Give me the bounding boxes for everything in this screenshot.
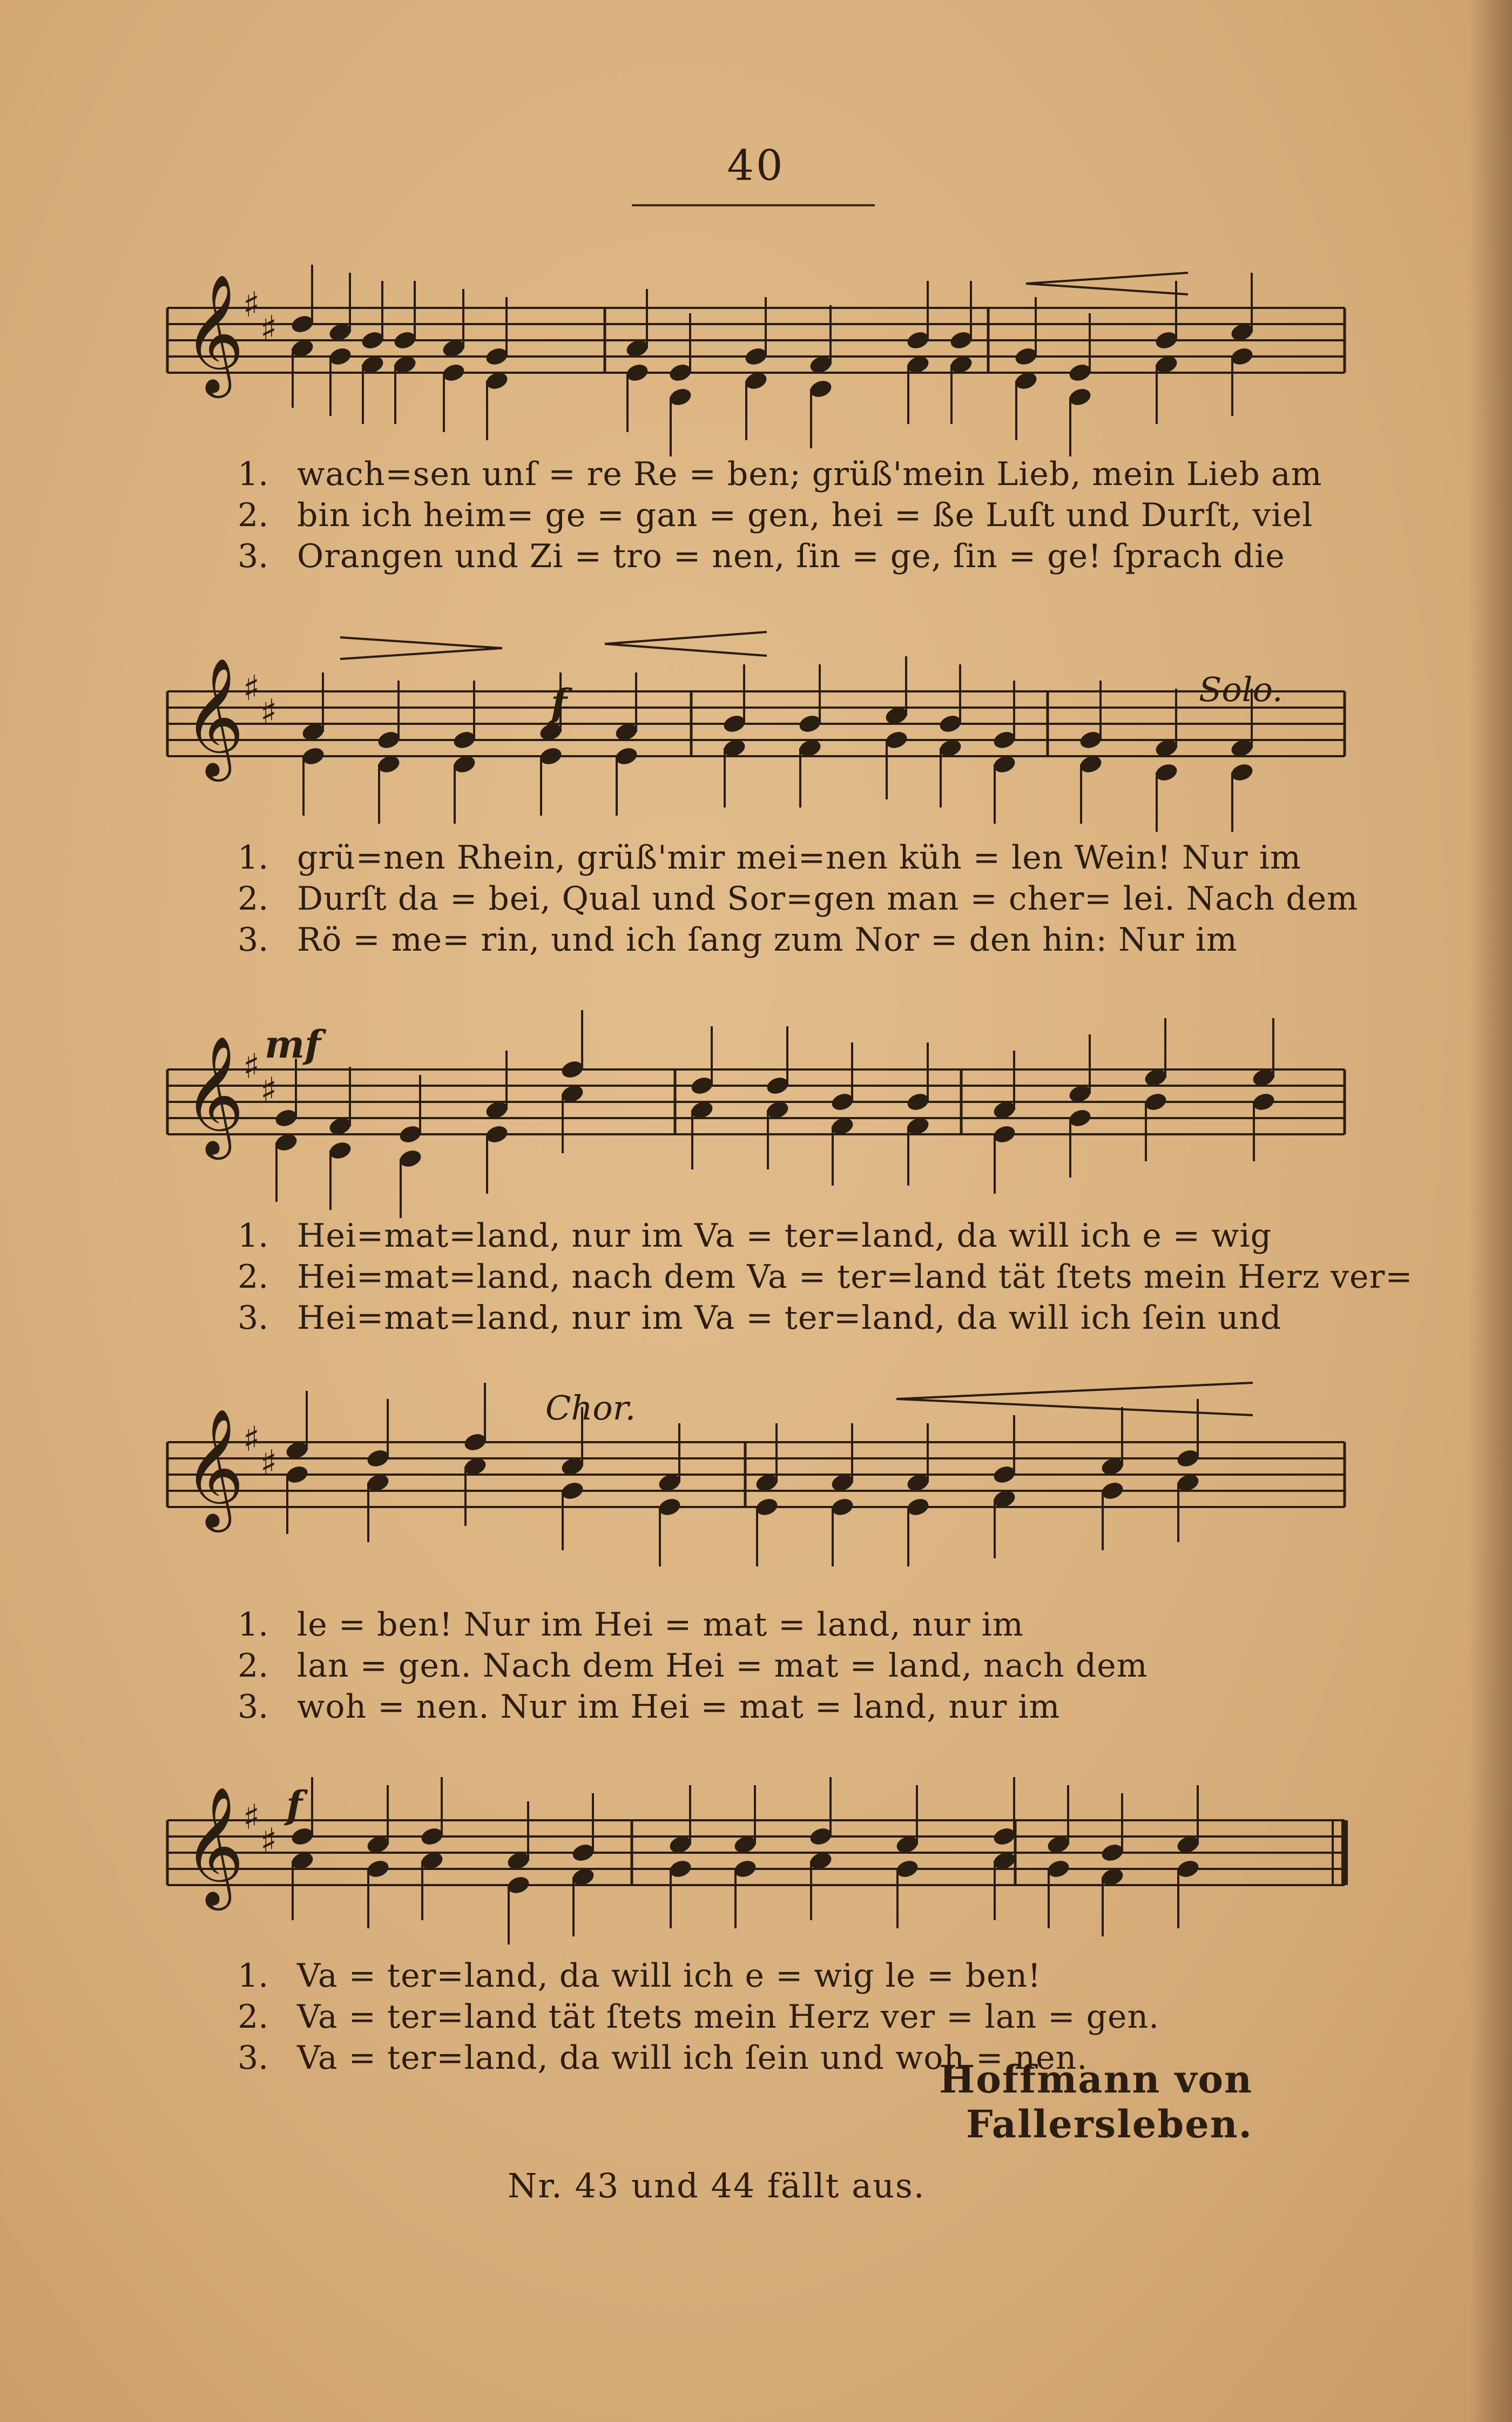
verse-line: 3. Rö = me= rin, und ich ſang zum Nor = den hin: Nur im bbox=[238, 921, 1238, 959]
verse-line: 2. Durſt da = bei, Qual und Sor=gen man = cher= lei. Nach dem bbox=[238, 880, 1359, 918]
crescendo-hairpin bbox=[1026, 273, 1188, 294]
sharp-icon: ♯ bbox=[260, 309, 277, 349]
sharp-icon: ♯ bbox=[243, 285, 260, 325]
treble-clef-icon: 𝄞 bbox=[184, 1035, 245, 1154]
staff-system-4 bbox=[162, 1388, 1350, 1583]
staff-system-3 bbox=[162, 1015, 1350, 1210]
verse-line: 2. bin ich heim= ge = gan = gen, hei = ße Luſt und Durſt, viel bbox=[238, 496, 1313, 534]
author-credit: Hoffmann von Fallersleben. bbox=[939, 2057, 1253, 2147]
crescendo-hairpin bbox=[896, 1383, 1253, 1415]
treble-clef-icon: 𝄞 bbox=[184, 1786, 245, 1905]
sharp-icon: ♯ bbox=[243, 1798, 260, 1838]
verse-line: 3. woh = nen. Nur im Hei = mat = land, nur im bbox=[238, 1688, 1061, 1726]
sharp-icon: ♯ bbox=[260, 692, 277, 732]
verse-line: 2. Va = ter=land tät ſtets mein Herz ver = lan = gen. bbox=[238, 1998, 1160, 2036]
sharp-icon: ♯ bbox=[243, 669, 260, 709]
verse-line: 1. Va = ter=land, da will ich e = wig le = ben! bbox=[238, 1957, 1042, 1995]
verse-line: 2. lan = gen. Nach dem Hei = mat = land, nach dem bbox=[238, 1647, 1148, 1685]
section-label-solo: Solo. bbox=[1199, 670, 1283, 709]
dynamic-marking: f bbox=[551, 681, 568, 725]
footnote: Nr. 43 und 44 fällt aus. bbox=[508, 2166, 926, 2205]
verse-line: 1. Hei=mat=land, nur im Va = ter=land, da will ich e = wig bbox=[238, 1217, 1272, 1255]
sharp-icon: ♯ bbox=[260, 1071, 277, 1111]
staff-system-2 bbox=[162, 637, 1350, 832]
lyrics-system-1 bbox=[238, 454, 1350, 577]
music-system-3 bbox=[162, 1015, 1413, 1361]
decrescendo-hairpin bbox=[340, 637, 502, 659]
music-system-2 bbox=[162, 637, 1359, 983]
treble-clef-icon: 𝄞 bbox=[184, 273, 245, 393]
sharp-icon: ♯ bbox=[243, 1419, 260, 1459]
page-number-rule bbox=[632, 204, 875, 206]
verse-line: 2. Hei=mat=land, nach dem Va = ter=land tät ſtets mein Herz ver= bbox=[238, 1258, 1413, 1296]
staff-system-5 bbox=[162, 1766, 1350, 1961]
lyrics-system-2 bbox=[238, 837, 1359, 960]
lyrics-system-4 bbox=[238, 1604, 1350, 1727]
staff-system-1 bbox=[162, 254, 1350, 448]
treble-clef-icon: 𝄞 bbox=[184, 657, 245, 776]
music-system-1 bbox=[162, 254, 1350, 600]
sharp-icon: ♯ bbox=[260, 1821, 277, 1861]
verse-line: 3. Orangen und Zi = tro = nen, ſin = ge, ſin = ge! ſprach die bbox=[238, 537, 1285, 575]
sharp-icon: ♯ bbox=[260, 1443, 277, 1483]
music-system-4 bbox=[162, 1388, 1350, 1734]
sharp-icon: ♯ bbox=[243, 1047, 260, 1087]
treble-clef-icon: 𝄞 bbox=[184, 1408, 245, 1527]
verse-line: 3. Va = ter=land, da will ich ſein und woh = nen. bbox=[238, 2039, 1088, 2077]
verse-line: 1. wach=sen unſ = re Re = ben; grüß'mein Lieb, mein Lieb am bbox=[238, 455, 1322, 493]
crescendo-hairpin bbox=[605, 632, 767, 656]
verse-line: 1. le = ben! Nur im Hei = mat = land, nur im bbox=[238, 1606, 1024, 1644]
verse-line: 1. grü=nen Rhein, grüß'mir mei=nen küh = len Wein! Nur im bbox=[238, 839, 1301, 877]
page-number: 40 bbox=[727, 142, 785, 190]
verse-line: 3. Hei=mat=land, nur im Va = ter=land, da will ich ſein und bbox=[238, 1299, 1282, 1337]
lyrics-system-3 bbox=[238, 1215, 1413, 1338]
page-edge-shadow bbox=[1469, 0, 1512, 2422]
section-label-chor: Chor. bbox=[545, 1388, 636, 1428]
dynamic-marking: mf bbox=[265, 1022, 321, 1067]
dynamic-marking: f bbox=[286, 1782, 303, 1827]
